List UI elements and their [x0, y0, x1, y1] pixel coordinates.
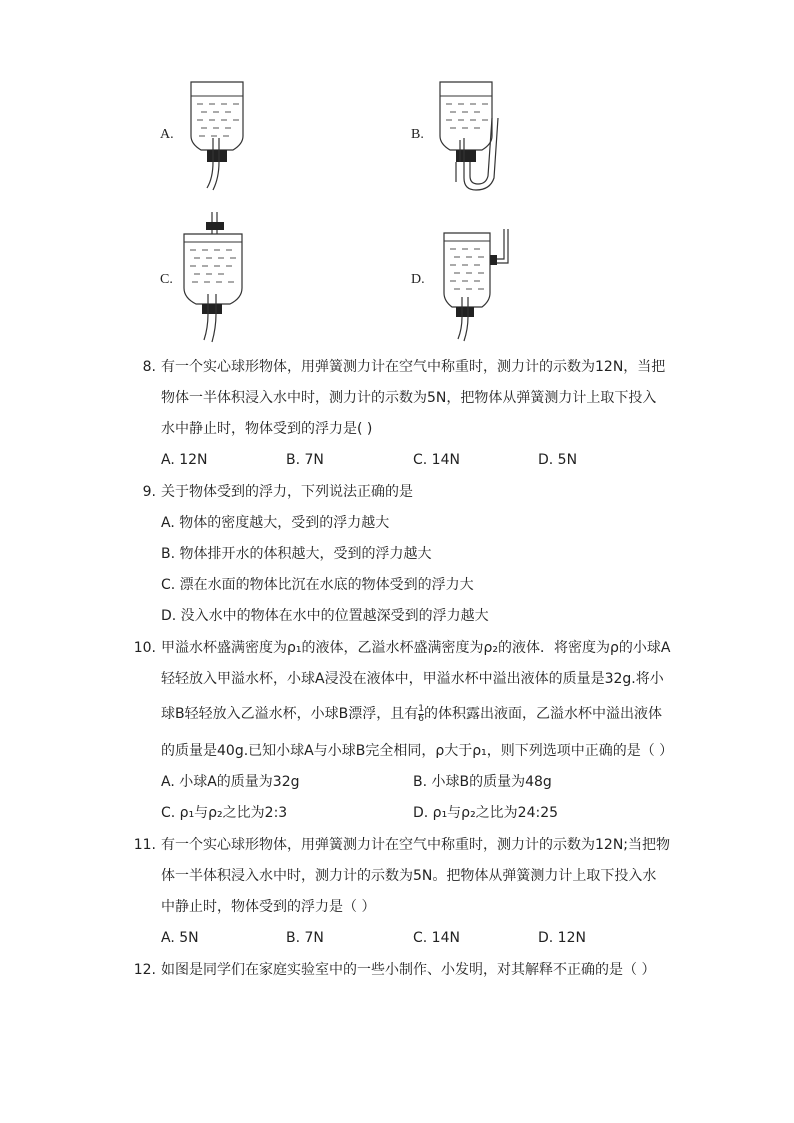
bottle-with-bottom-tube-icon [185, 78, 255, 193]
figure-a-label: A. [160, 127, 174, 142]
question-text-segment: 的体积露出液面，乙溢水杯中溢出液体 [423, 706, 662, 722]
figure-c-label: C. [160, 272, 173, 287]
question-text-line: 体一半体积浸入水中时，测力计的示数为5N。把物体从弹簧测力计上取下投入水 [161, 868, 657, 884]
question-number: 8. [142, 359, 156, 375]
question-text-line: 有一个实心球形物体，用弹簧测力计在空气中称重时，测力计的示数为12N;当把物 [161, 837, 671, 853]
option-c[interactable]: C. 14N [413, 930, 460, 946]
figure-d-label: D. [411, 272, 425, 287]
question-text-line: 物体一半体积浸入水中时，测力计的示数为5N，把物体从弹簧测力计上取下投入 [161, 390, 657, 406]
bottle-with-u-tube-icon [434, 78, 514, 196]
option-c[interactable]: C. ρ₁与ρ₂之比为2:3 [161, 805, 288, 821]
option-d[interactable]: D. 5N [538, 452, 578, 468]
option-d[interactable]: D. 没入水中的物体在水中的位置越深受到的浮力越大 [161, 608, 489, 624]
question-text-segment: 球B轻轻放入乙溢水杯，小球B漂浮，且有 [161, 706, 419, 722]
question-text-line: 有一个实心球形物体，用弹簧测力计在空气中称重时，测力计的示数为12N，当把 [161, 359, 666, 375]
question-text-line: 轻轻放入甲溢水杯，小球A浸没在液体中，甲溢水杯中溢出液体的质量是32g.将小 [161, 671, 664, 687]
option-b[interactable]: B. 小球B的质量为48g [413, 774, 552, 790]
option-c[interactable]: C. 14N [413, 452, 460, 468]
question-stem: 关于物体受到的浮力，下列说法正确的是 [161, 484, 413, 500]
fraction-denominator: 6 [418, 713, 424, 724]
question-number: 11. [133, 837, 156, 853]
bottle-with-top-and-bottom-tubes-icon [180, 210, 250, 345]
option-c[interactable]: C. 漂在水面的物体比沉在水底的物体受到的浮力大 [161, 577, 474, 593]
option-b[interactable]: B. 7N [286, 452, 324, 468]
option-a[interactable]: A. 小球A的质量为32g [161, 774, 300, 790]
question-text-line [161, 699, 662, 730]
question-number: 9. [142, 484, 156, 500]
figure-b-label: B. [411, 127, 424, 142]
question-text-line: 中静止时，物体受到的浮力是（ ） [161, 899, 376, 915]
option-b[interactable]: B. 物体排开水的体积越大，受到的浮力越大 [161, 546, 432, 562]
option-a[interactable]: A. 12N [161, 452, 208, 468]
question-stem: 如图是同学们在家庭实验室中的一些小制作、小发明，对其解释不正确的是（ ） [161, 962, 656, 978]
question-text-line: 水中静止时，物体受到的浮力是( ) [161, 421, 373, 437]
option-a[interactable]: A. 物体的密度越大，受到的浮力越大 [161, 515, 390, 531]
question-number: 12. [133, 962, 156, 978]
fraction-numerator: 1 [418, 703, 424, 714]
question-text-line: 甲溢水杯盛满密度为ρ₁的液体，乙溢水杯盛满密度为ρ₂的液体．将密度为ρ的小球A [161, 640, 671, 656]
option-d[interactable]: D. 12N [538, 930, 586, 946]
question-text-line: 的质量是40g.已知小球A与小球B完全相同，ρ大于ρ₁，则下列选项中正确的是（ ） [161, 743, 674, 759]
option-d[interactable]: D. ρ₁与ρ₂之比为24:25 [413, 805, 559, 821]
bottle-with-side-tube-icon [440, 225, 520, 343]
option-a[interactable]: A. 5N [161, 930, 199, 946]
option-b[interactable]: B. 7N [286, 930, 324, 946]
question-number: 10. [133, 640, 156, 656]
